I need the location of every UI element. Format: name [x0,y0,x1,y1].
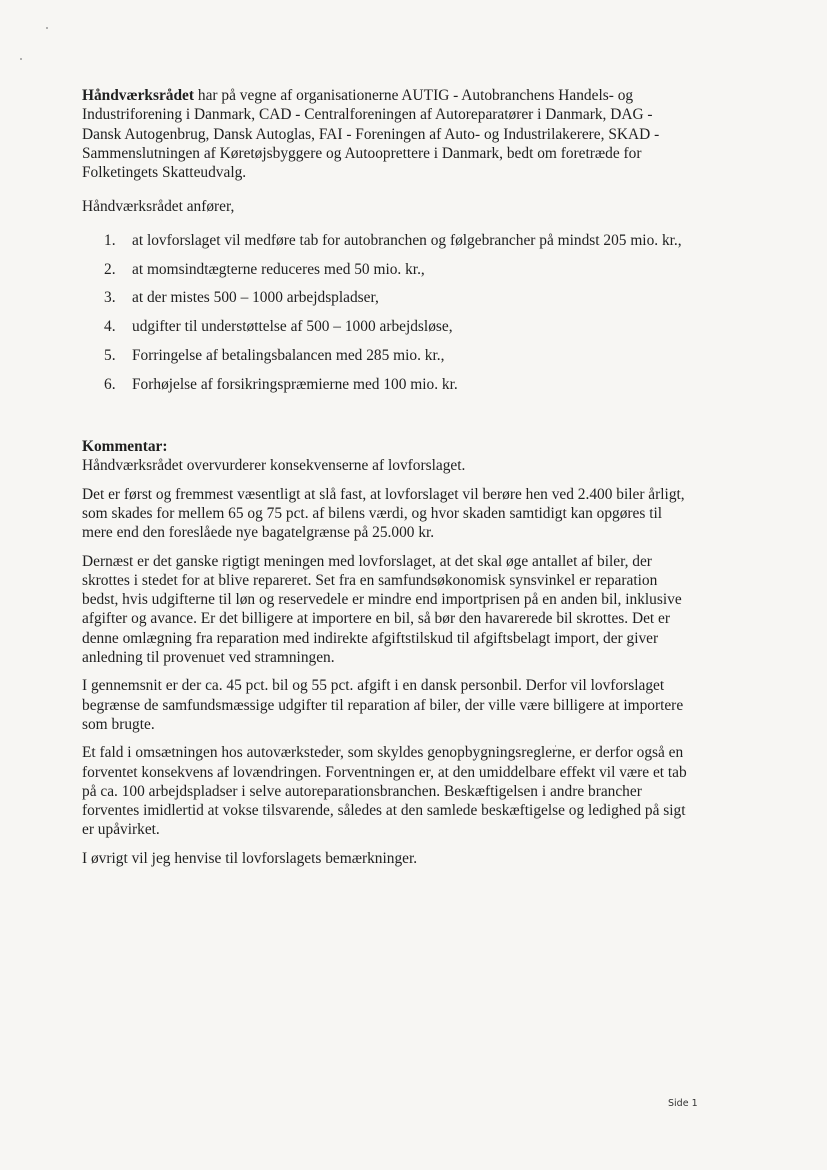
page-number: Side 1 [668,1098,698,1109]
anfoerer-line: Håndværksrådet anfører, [82,198,235,216]
claims-list [82,231,694,394]
list-item-text: udgifter til understøttelse af 500 – 1000 arbejdsløse, [132,318,453,336]
list-item-number: 1. [104,231,116,249]
document-body [82,86,694,868]
list-item [82,375,694,394]
comment-paragraph: I øvrigt vil jeg henvise til lovforslagets bemærkninger. [82,849,418,867]
comment-first-line: Håndværksrådet overvurderer konsekvenserne af lovforslaget. [82,457,466,475]
list-item-number: 5. [104,346,116,364]
list-item-text: Forhøjelse af forsikringspræmierne med 100 mio. kr. [132,375,458,393]
list-item-text: Forringelse af betalingsbalancen med 285 mio. kr., [132,346,445,364]
list-item-number: 4. [104,318,116,336]
list-item [82,231,694,250]
intro-text: har på vegne af organisationerne AUTIG - Autobranchens Handels- og Industriforening i Danmark, CAD - Centralforeningen af Autoreparatører i Danmark, DAG - Dansk Autogenbrug, Dansk Autoglas, FAI - Foreningen af Auto- og Industrilakerere, SKAD - Sammenslutningen af Køretøjsbyggere og Autooprettere i Danmark, bedt om foretræde for Folketingets Skatteudvalg. [82,87,660,182]
list-item-number: 2. [104,260,116,278]
comment-paragraph: Et fald i omsætningen hos autoværksteder, som skyldes genopbygningsreglerne, er derfor også en forventet konsekvens af lovændringen. Forventningen er, at den umiddelbare effekt vil være et tab på ca. 100 arbejdspladser i selve autoreparationsbranchen. Beskæftigelsen i andre brancher forventes imidlertid at vokse tilsvarende, således at den samlede beskæftigelse og ledighed på sigt er upåvirket. [82,744,687,839]
intro-bold-lead: Håndværksrådet [82,87,195,104]
scan-speck [20,58,22,60]
list-item-text: at der mistes 500 – 1000 arbejdspladser, [132,289,379,307]
list-item [82,317,694,336]
comment-paragraph: I gennemsnit er der ca. 45 pct. bil og 55 pct. afgift i en dansk personbil. Derfor vil lovforslaget begrænse de samfundsmæssige udgifter til reparation af biler, der ville være billigere at importere som brugte. [82,677,684,733]
list-item [82,346,694,365]
list-item-number: 6. [104,375,116,393]
scan-speck [46,27,48,29]
list-item-number: 3. [104,289,116,307]
comment-heading: Kommentar: [82,438,168,456]
list-item [82,260,694,279]
comment-paragraph: Det er først og fremmest væsentligt at slå fast, at lovforslaget vil berøre hen ved 2.400 biler årligt, som skades for mellem 65 og 75 pct. af bilens værdi, og hvor skaden samtidigt kan opgøres til mere end den foreslåede nye bagatelgrænse på 25.000 kr. [82,485,685,542]
intro-paragraph [82,86,694,182]
list-item [82,288,694,307]
comment-paragraph: Dernæst er det ganske rigtigt meningen med lovforslaget, at det skal øge antallet af biler, der skrottes i stedet for at blive repareret. Set fra en samfundsøkonomisk synsvinkel er reparation bedst, hvis udgifterne til løn og reservedele er mindre end importprisen på en anden bil, inklusive afgifter og avance. Er det billigere at importere en bil, så bør den havarerede bil skrottes. Det er denne omlægning fra reparation med indirekte afgiftstilskud til afgiftsbelagt import, der giver anledning til provenuet ved stramningen. [82,552,682,667]
list-item-text: at lovforslaget vil medføre tab for autobranchen og følgebrancher på mindst 205 mio. kr., [132,231,682,249]
list-item-text: at momsindtægterne reduceres med 50 mio. kr., [132,260,425,278]
